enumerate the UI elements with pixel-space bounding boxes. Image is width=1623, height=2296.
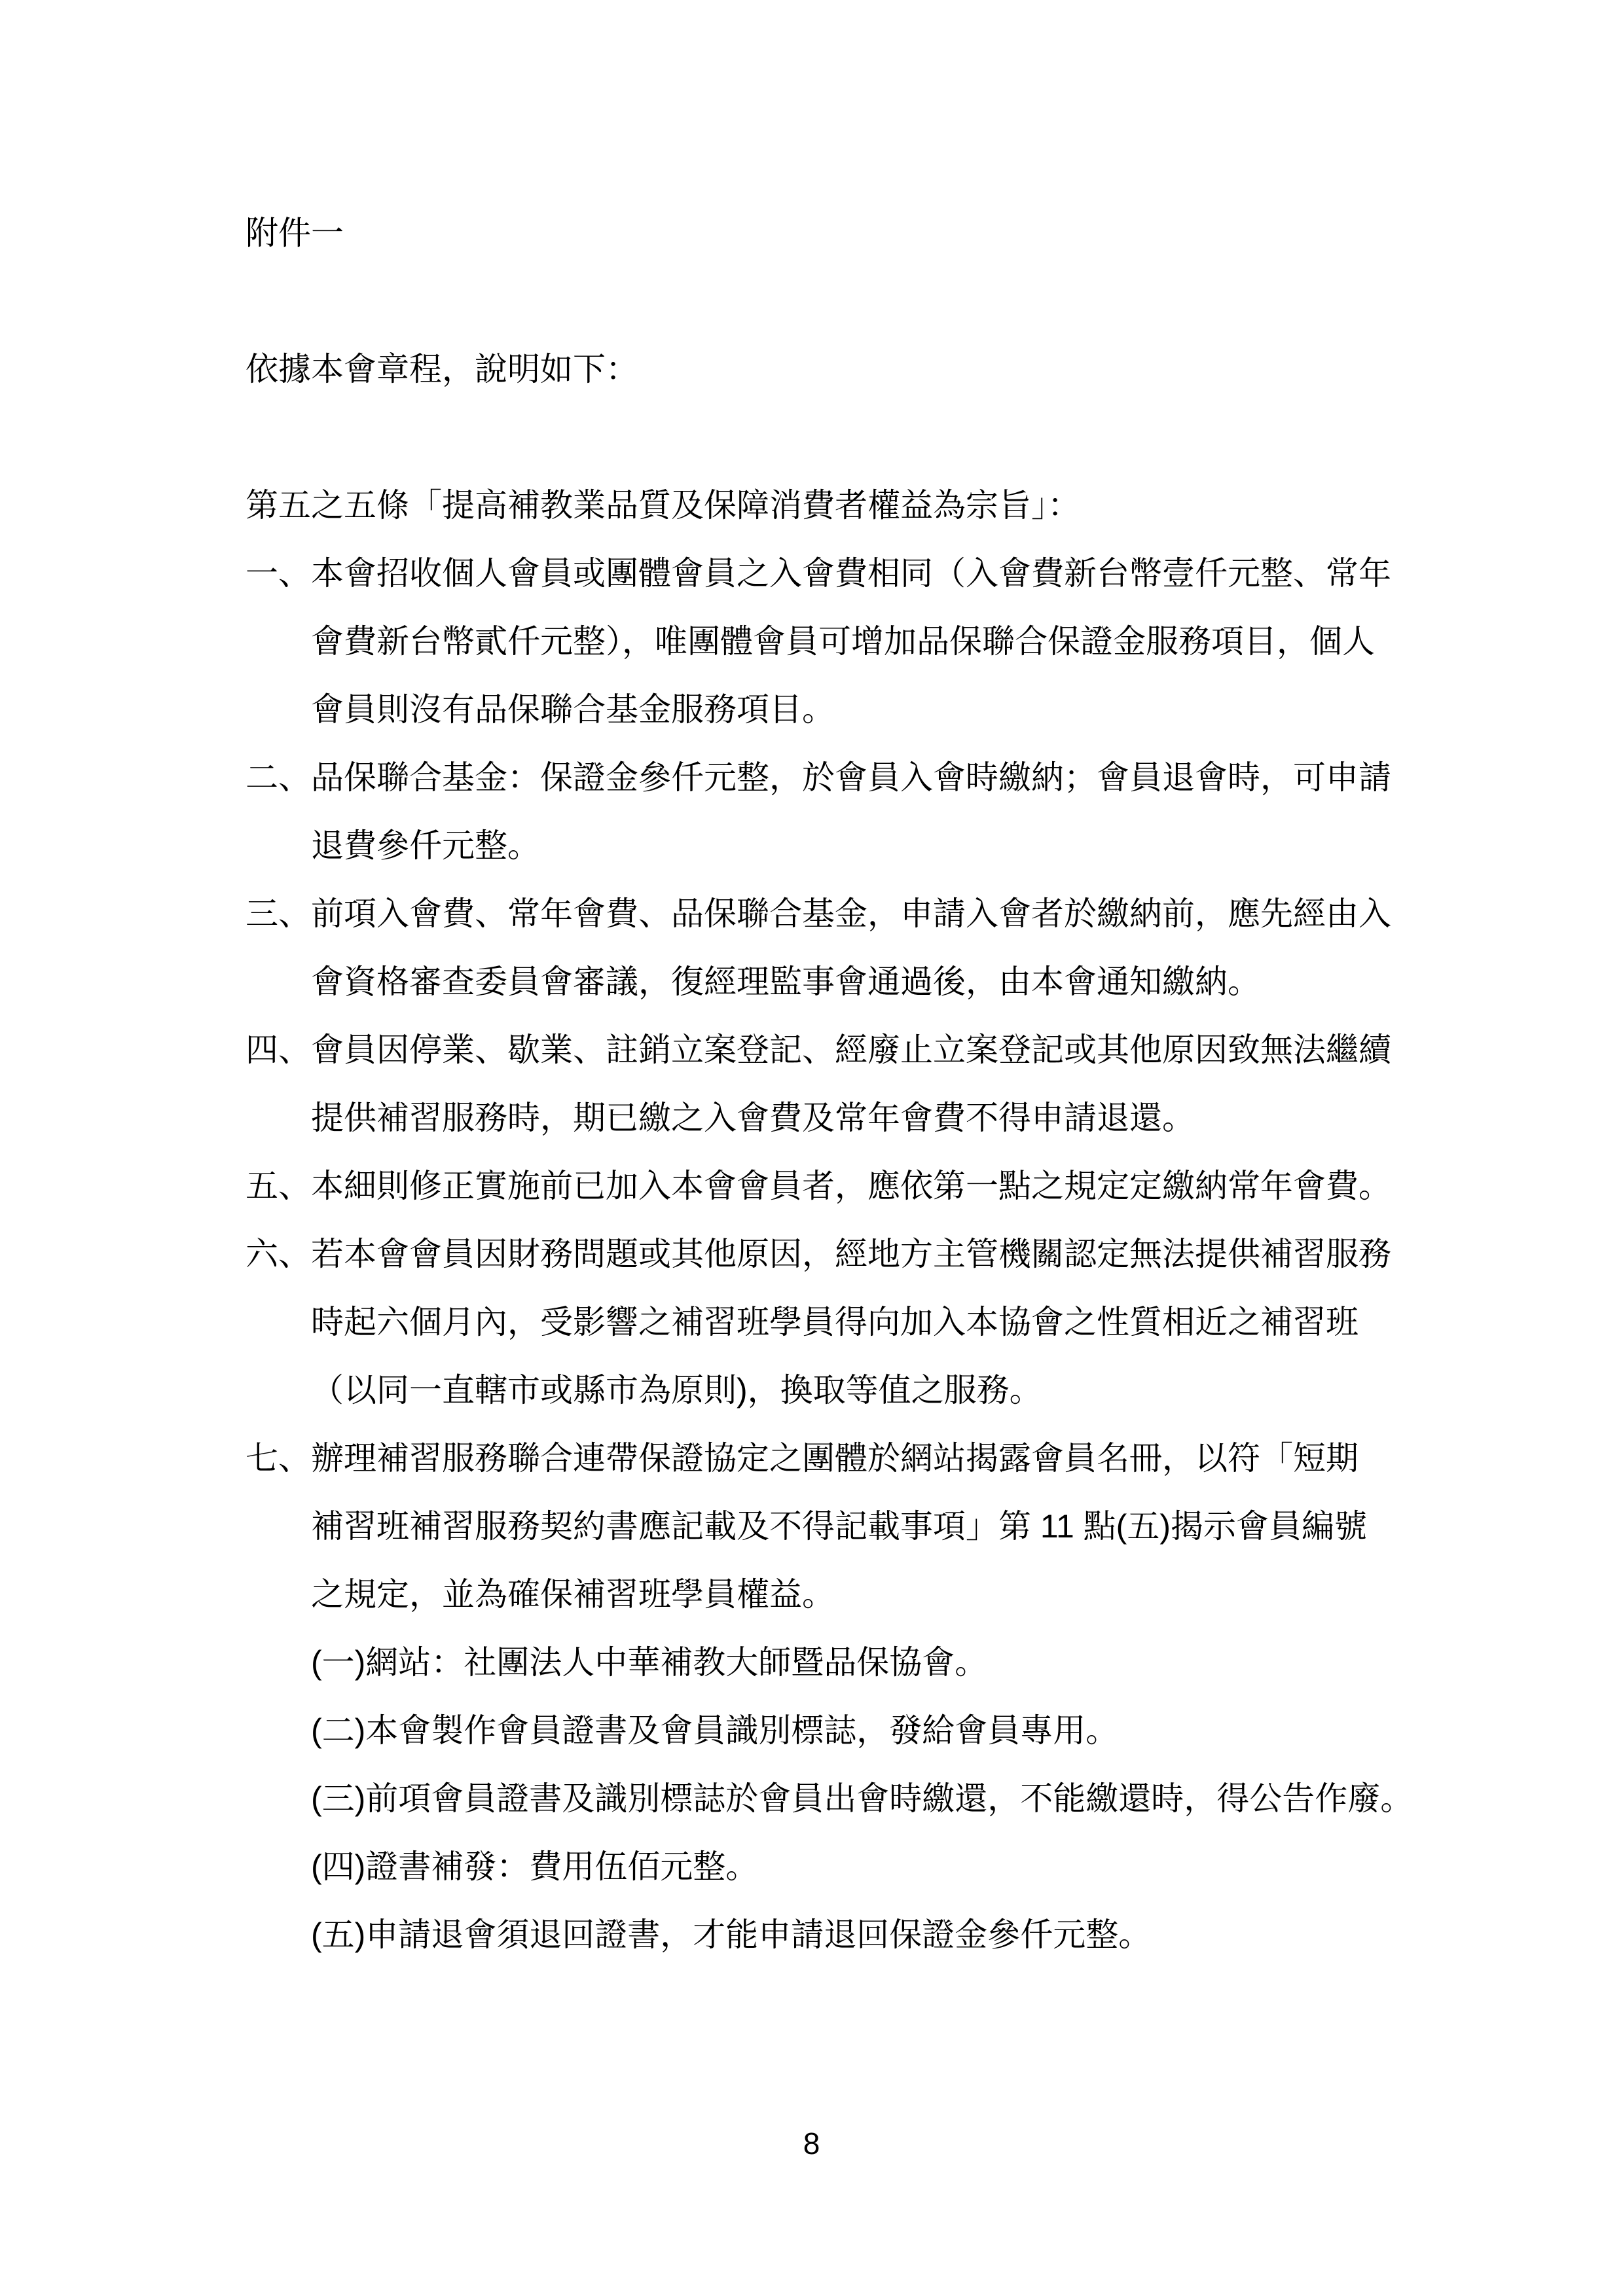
page-number: 8	[803, 2126, 820, 2161]
blank-line	[246, 403, 1417, 471]
doc-line-item-6-cont: （以同一直轄市或縣市為原則)，換取等值之服務。	[311, 1372, 1042, 1408]
doc-line-item-2: 二、品保聯合基金：保證金參仟元整，於會員入會時繳納；會員退會時，可申請	[246, 759, 1391, 796]
doc-line-item-1: 一、本會招收個人會員或團體會員之入會費相同（入會費新台幣壹仟元整、常年	[246, 555, 1391, 592]
doc-line-item-7: 七、辦理補習服務聯合連帶保證協定之團體於網站揭露會員名冊，以符「短期	[246, 1440, 1359, 1477]
doc-line-item-1-cont: 會員則沒有品保聯合基金服務項目。	[311, 691, 835, 728]
doc-line-item-6: 六、若本會會員因財務問題或其他原因，經地方主管機關認定無法提供補習服務	[246, 1236, 1391, 1272]
doc-line-item-4: 四、會員因停業、歇業、註銷立案登記、經廢止立案登記或其他原因致無法繼續	[246, 1031, 1391, 1068]
intro-text: 依據本會章程，說明如下：	[246, 351, 638, 387]
document-body	[246, 199, 1417, 1969]
doc-line-subitem-4: (四)證書補發：費用伍佰元整。	[311, 1848, 759, 1885]
doc-line-item-7-cont: 之規定，並為確保補習班學員權益。	[311, 1576, 835, 1613]
doc-line-item-4-cont: 提供補習服務時，期已繳之入會費及常年會費不得申請退還。	[311, 1100, 1195, 1136]
doc-line-subitem-3: (三)前項會員證書及識別標誌於會員出會時繳還，不能繳還時，得公告作廢。	[311, 1780, 1413, 1817]
doc-line-item-2-cont: 退費參仟元整。	[311, 827, 540, 864]
doc-line-item-3-cont: 會資格審查委員會審議，復經理監事會通過後，由本會通知繳納。	[311, 963, 1260, 1000]
doc-line-subitem-5: (五)申請退會須退回證書，才能申請退回保證金參仟元整。	[311, 1916, 1152, 1953]
doc-line-subitem-2: (二)本會製作會員證書及會員識別標誌，發給會員專用。	[311, 1712, 1119, 1749]
doc-line-subitem-1: (一)網站：社團法人中華補教大師暨品保協會。	[311, 1644, 988, 1681]
doc-line-item-5: 五、本細則修正實施前已加入本會會員者，應依第一點之規定定繳納常年會費。	[246, 1168, 1391, 1204]
attachment-label: 附件一	[246, 215, 344, 251]
article-heading: 第五之五條「提高補教業品質及保障消費者權益為宗旨」：	[246, 487, 1080, 524]
blank-line	[246, 267, 1417, 335]
doc-line-item-6-cont: 時起六個月內，受影響之補習班學員得向加入本協會之性質相近之補習班	[311, 1304, 1359, 1340]
doc-line-item-7-cont: 補習班補習服務契約書應記載及不得記載事項」第 11 點(五)揭示會員編號	[311, 1508, 1367, 1545]
doc-line-item-1-cont: 會費新台幣貳仟元整），唯團體會員可增加品保聯合保證金服務項目，個人	[311, 623, 1375, 660]
doc-line-item-3: 三、前項入會費、常年會費、品保聯合基金，申請入會者於繳納前，應先經由入	[246, 895, 1391, 932]
